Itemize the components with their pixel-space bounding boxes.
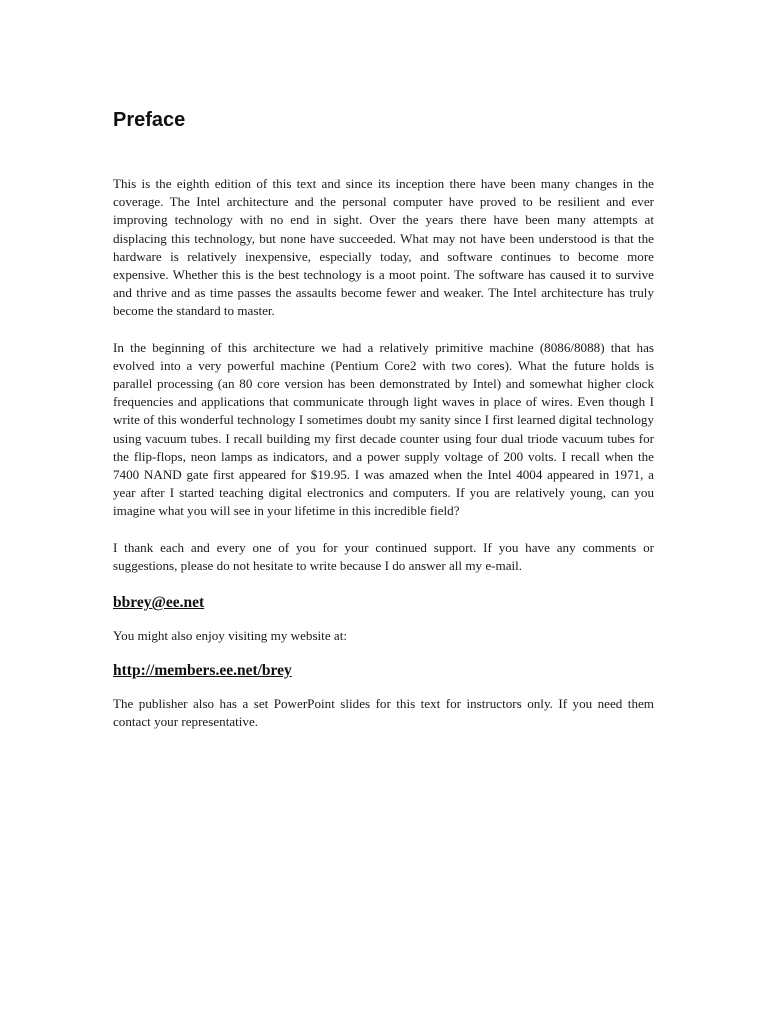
- paragraph-thanks: I thank each and every one of you for your continued support. If you have any comments or suggestions, please do not hesitate to write because I do answer all my e-mail.: [113, 539, 654, 573]
- paragraph-history: In the beginning of this architecture we had a relatively primitive machine (8086/8088) that has evolved into a very powerful machine (Pentium Core2 with two cores). What the future holds is parallel processing (an 80 core version has been demonstrated by Intel) and somewhat higher clock frequencies and applications that communicate through light waves in place of wires. Even though I write of this wonderful technology I sometimes doubt my sanity since I first learned digital technology using vacuum tubes. I recall building my first decade counter using four dual triode vacuum tubes for the flip-flops, neon lamps as indicators, and a power supply voltage of 200 volts. I recall when the 7400 NAND gate first appeared for $19.95. I was amazed when the Intel 4004 appeared in 1971, a year after I started teaching digital electronics and computers. If you are relatively young, can you imagine what you will see in your lifetime in this incredible field?: [113, 339, 654, 519]
- preface-section: [113, 108, 654, 750]
- page-title: Preface: [113, 109, 186, 131]
- website-intro-text: You might also enjoy visiting my website at:: [113, 628, 347, 644]
- website-link[interactable]: http://members.ee.net/brey: [113, 662, 292, 680]
- paragraph-intro: This is the eighth edition of this text and since its inception there have been many changes in the coverage. The Intel architecture and the personal computer have proved to be resilient and ever improving technology with no end in sight. Over the years there have been many attempts at displacing this technology, but none have succeeded. What may not have been understood is that the hardware is relatively inexpensive, especially today, and software continues to become more expensive. Whether this is the best technology is a moot point. The software has caused it to survive and thrive and as time passes the assaults become fewer and weaker. The Intel architecture has truly become the standard to master.: [113, 176, 654, 319]
- email-link[interactable]: bbrey@ee.net: [113, 594, 205, 612]
- paragraph-publisher: The publisher also has a set PowerPoint slides for this text for instructors only. If you need them contact your representative.: [113, 696, 654, 730]
